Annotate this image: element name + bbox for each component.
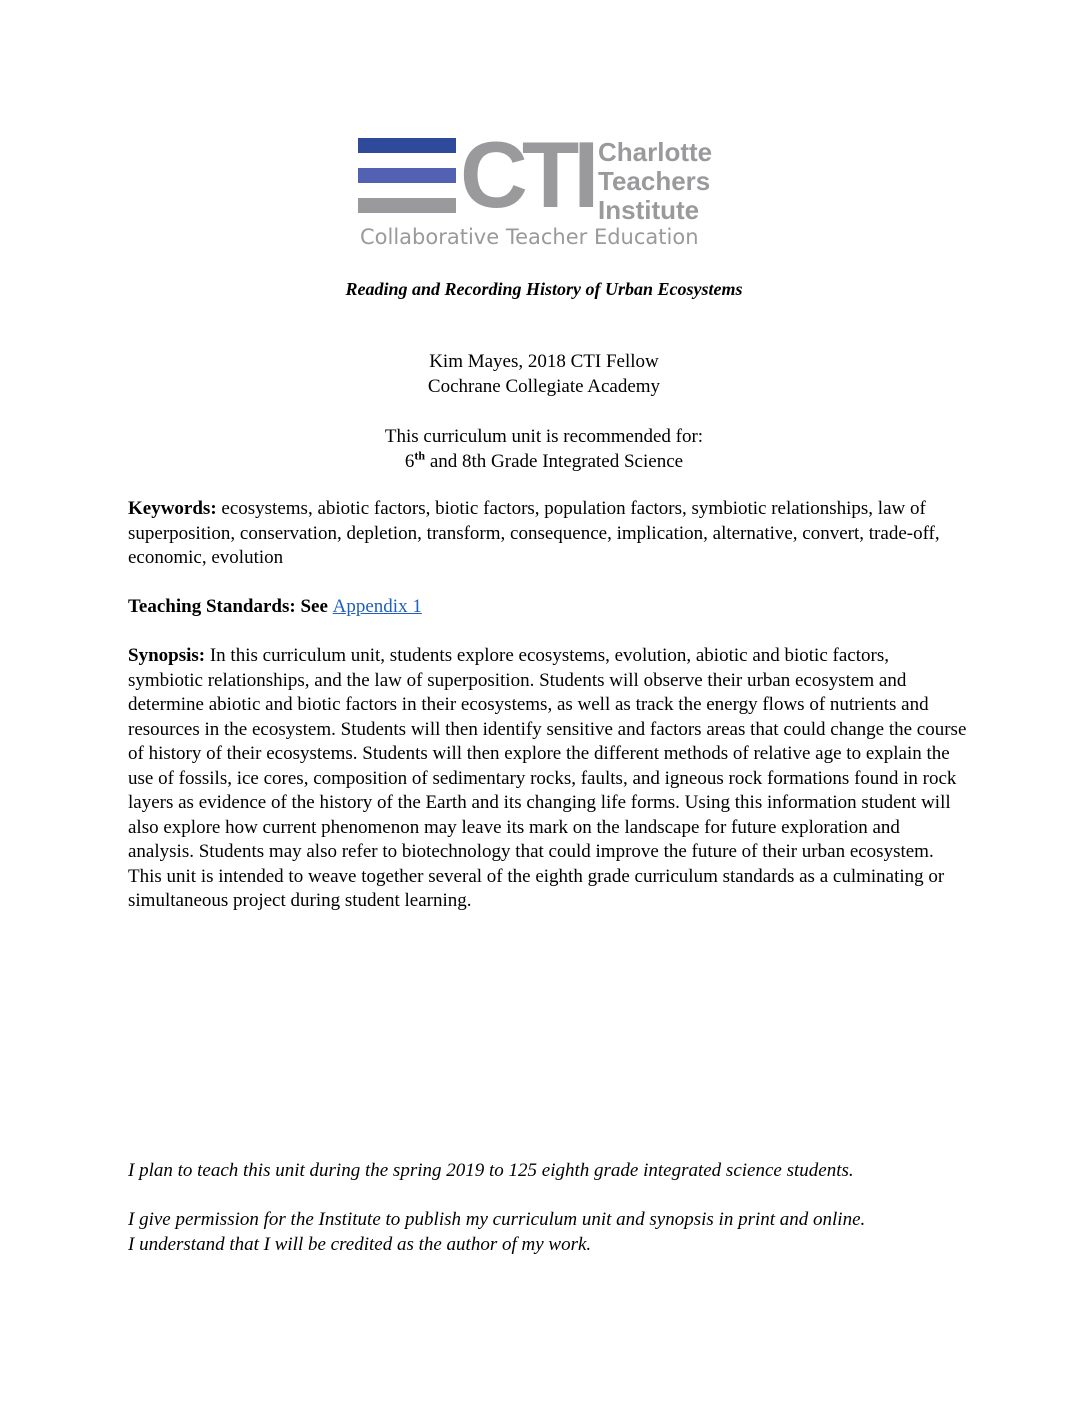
logo-name: Charlotte Teachers Institute bbox=[598, 137, 713, 225]
logo-bar-middle bbox=[358, 168, 456, 183]
keywords-paragraph bbox=[128, 497, 968, 571]
standards-paragraph: Teaching Standards: See Appendix 1 bbox=[128, 596, 422, 617]
logo-tagline: Collaborative Teacher Education bbox=[360, 225, 699, 249]
appendix-link[interactable]: Appendix 1 bbox=[332, 596, 422, 617]
logo-bar-bottom bbox=[358, 198, 456, 213]
author-line: Kim Mayes, 2018 CTI Fellow bbox=[429, 351, 659, 372]
standards-label: Teaching Standards: bbox=[128, 596, 296, 617]
logo-mark: CTI bbox=[460, 122, 594, 227]
plan-statement: I plan to teach this unit during the spring 2019 to 125 eighth grade integrated science students. bbox=[128, 1160, 854, 1181]
recommendation-line: This curriculum unit is recommended for: bbox=[384, 426, 704, 447]
keywords-text: ecosystems, abiotic factors, biotic factors, population factors, symbiotic relationships, law of superposition, conservation, depletion, transform, consequence, implication, alternative, convert, trade-off, economic, evolution bbox=[128, 498, 940, 568]
permission-statement: I give permission for the Institute to publish my curriculum unit and synopsis in print and online. I understand that I will be credited as the author of my work. bbox=[128, 1209, 866, 1255]
synopsis-text: In this curriculum unit, students explore ecosystems, evolution, abiotic and biotic factors, symbiotic relationships, and the law of superposition. Students will observe their urban ecosystem and determine abiotic and biotic factors in their ecosystems, as well as track the energy flows of nutrients and resources in the ecosystem. Students will then identify sensitive and factors areas that could change the course of history of their ecosystems. Students will then explore the different methods of relative age to explain the use of fossils, ice cores, composition of sedimentary rocks, faults, and igneous rock formations found in rock layers as evidence of the history of the Earth and its changing life forms. Using this information student will also explore how current phenomenon may leave its mark on the landscape for future exploration and analysis. Students may also refer to biotechnology that could improve the future of their urban ecosystem. This unit is intended to weave together several of the eighth grade curriculum standards as a culminating or simultaneous project during student learning. bbox=[128, 645, 967, 911]
logo-bar-top bbox=[358, 138, 456, 153]
unit-title: Reading and Recording History of Urban Ecosystems bbox=[345, 279, 743, 299]
grade-line: 6th and 8th Grade Integrated Science bbox=[404, 448, 684, 472]
author-block bbox=[0, 349, 1088, 399]
school-line: Cochrane Collegiate Academy bbox=[427, 376, 661, 397]
keywords-label: Keywords: bbox=[128, 498, 217, 519]
recommendation-block bbox=[0, 424, 1088, 474]
cti-logo bbox=[358, 122, 738, 252]
synopsis-label: Synopsis: bbox=[128, 645, 206, 666]
synopsis-paragraph bbox=[128, 644, 968, 914]
